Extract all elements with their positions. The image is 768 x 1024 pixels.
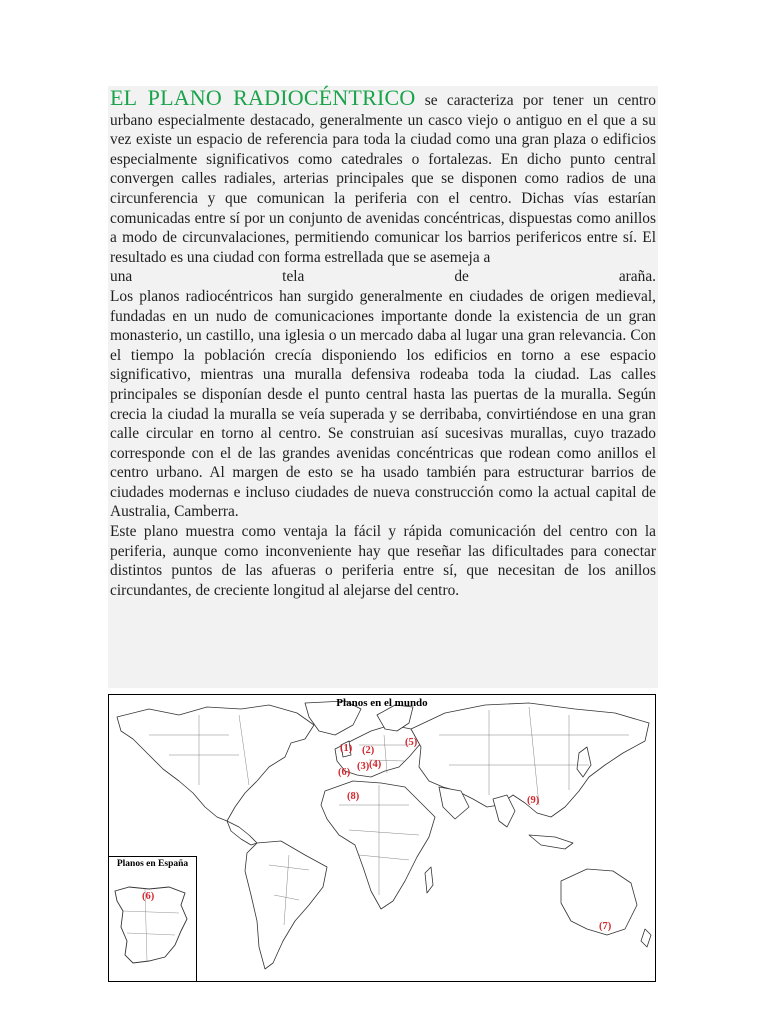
map-marker-5: (5): [405, 737, 418, 748]
paragraph-1-text: se caracteriza por tener un centro urbano especialmente destacado, generalmente un casco viejo o antiguo en el que a su vez existe un espacio de referencia para toda la ciudad como una gran plaza o edificios especialmente significativos como catedrales o fortalezas. En dicho punto central convergen calles radiales, arterias principales que se disponen como radios de una circunferencia y que comunican la periferia con el centro. Dichas vías estarían comunicadas entre sí por un conjunto de avenidas concéntricas, dispuestas como anillos a modo de circunvalaciones, permitiendo comunicar los barrios perifericos entre sí. El resultado es una ciudad con forma estrellada que se asemeja a: [110, 92, 656, 266]
paragraph-2: Los planos radiocéntricos han surgido generalmente en ciudades de origen medieval, fundadas en un nudo de comunicaciones importante donde la existencia de un gran monasterio, un castillo, una iglesia o un mercado daba al lugar una gran relevancia. Con el tiempo la población crecía disponiendo los edificios en torno a ese espacio significativo, mientras una muralla defensiva rodeaba toda la ciudad. Las calles principales se disponían desde el punto central hasta las puertas de la muralla. Según crecia la ciudad la muralla se veía superada y se derribaba, convirtiéndose en una gran calle circular en torno al centro. Se construian así sucesivas murallas, cuyo trazado corresponde con el de las grandes avenidas concéntricas que rodean como anillos el centro urbano. Al margen de esto se ha usado también para estructurar barrios de ciudades modernas e incluso ciudades de nueva construcción como la actual capital de Australia, Camberra.: [110, 287, 656, 521]
central-america-landmass: [227, 821, 257, 845]
paragraph-1-last-line: una tela de araña.: [110, 268, 656, 286]
paragraph-3: Este plano muestra como ventaja la fácil y rápida comunicación del centro con la periferia, aunque como inconveniente hay que reseñar las dificultades para conectar distintos puntos de las afueras o periferia entre sí, que necesitan de los anillos circundantes, de creciente longitud al alejarse del centro.: [110, 523, 656, 599]
map-marker-1: (1): [340, 743, 353, 754]
indonesia-landmass: [529, 835, 573, 849]
madagascar-landmass: [425, 867, 433, 893]
map-marker-6: (6): [338, 767, 351, 778]
paragraph-1: [110, 85, 656, 267]
article-body: [108, 86, 658, 688]
africa-landmass: [321, 781, 435, 909]
article-title: EL PLANO RADIOCÉNTRICO: [110, 85, 416, 110]
inset-title: Planos en España: [116, 859, 189, 869]
map-title: Planos en el mundo: [336, 697, 428, 709]
map-marker-4: (4): [369, 759, 382, 770]
map-marker-2: (2): [362, 745, 375, 756]
north-america-landmass: [117, 705, 314, 821]
map-marker-3: (3): [357, 761, 370, 772]
spain-inset-map: [109, 856, 197, 982]
world-map-figure: [108, 694, 656, 982]
new-zealand-landmass: [641, 929, 651, 947]
spain-inset-drawing: [109, 871, 195, 981]
india-landmass: [493, 795, 515, 827]
map-marker-9: (9): [527, 795, 540, 806]
south-america-landmass: [245, 841, 327, 969]
map-marker-7: (7): [599, 921, 612, 932]
inset-marker-6: (6): [142, 891, 155, 902]
map-marker-8: (8): [347, 791, 360, 802]
